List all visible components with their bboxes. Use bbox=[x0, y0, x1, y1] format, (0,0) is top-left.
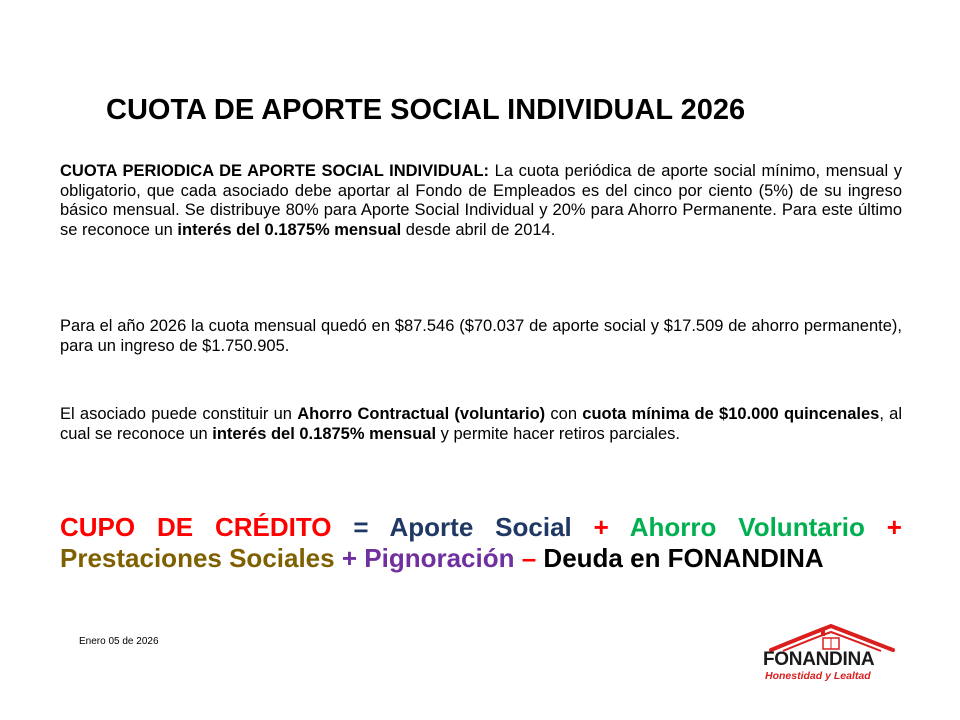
formula-cupo-credito: CUPO DE CRÉDITO bbox=[60, 512, 332, 542]
cuota-periodica-heading: CUOTA PERIODICA DE APORTE SOCIAL INDIVIDUAL: bbox=[60, 162, 490, 180]
formula-deuda-fonandina: Deuda en FONANDINA bbox=[543, 543, 824, 573]
fonandina-logo bbox=[760, 622, 905, 684]
paragraph-ahorro-contractual bbox=[60, 405, 902, 444]
ahorro-contractual-label: Ahorro Contractual (voluntario) bbox=[297, 405, 546, 423]
paragraph-cuota-periodica bbox=[60, 162, 902, 240]
credit-formula bbox=[60, 512, 902, 574]
cuota-periodica-text: La cuota periódica de aporte social mínimo, mensual y obligatorio, que cada asociado debe aportar al Fondo de Empleados es del cinco por ciento (5%) de su ingreso básico mensual. Se distribuye 80% para Aporte Social Individual y 20% para Ahorro Permanente. Para este último se reconoce un bbox=[60, 162, 902, 239]
formula-pignoracion: Pignoración bbox=[364, 543, 515, 573]
cuota-minima-label: cuota mínima de $10.000 quincenales bbox=[582, 405, 880, 423]
cuota-2026-text: Para el año 2026 la cuota mensual quedó en $87.546 ($70.037 de aporte social y $17.509 de ahorro permanente), para un ingreso de $1.750.905. bbox=[60, 317, 902, 355]
formula-prestaciones-sociales: Prestaciones Sociales bbox=[60, 543, 335, 573]
formula-ahorro-voluntario: Ahorro Voluntario bbox=[629, 512, 865, 542]
formula-op-plus-3: + bbox=[334, 543, 365, 573]
ahorro-text-3: , al cual se reconoce un bbox=[60, 405, 902, 443]
interest-rate-text: interés del 0.1875% mensual bbox=[177, 220, 402, 239]
ahorro-text-2: con bbox=[545, 405, 583, 423]
logo-name: FONANDINA bbox=[763, 649, 875, 670]
formula-op-plus-1: + bbox=[571, 512, 630, 542]
formula-op-plus-2: + bbox=[864, 512, 902, 542]
formula-op-equals: = bbox=[331, 512, 390, 542]
ahorro-text-1: El asociado puede constituir un bbox=[60, 405, 298, 423]
ahorro-text-4: y permite hacer retiros parciales. bbox=[436, 424, 680, 443]
page-title: CUOTA DE APORTE SOCIAL INDIVIDUAL 2026 bbox=[106, 94, 746, 126]
cuota-periodica-tail: desde abril de 2014. bbox=[401, 220, 556, 239]
formula-aporte-social: Aporte Social bbox=[389, 512, 572, 542]
footer-date: Enero 05 de 2026 bbox=[79, 636, 159, 647]
logo-slogan: Honestidad y Lealtad bbox=[765, 670, 871, 682]
formula-op-minus: – bbox=[514, 543, 544, 573]
house-roof-icon bbox=[765, 622, 900, 652]
paragraph-cuota-2026 bbox=[60, 317, 902, 356]
ahorro-interest-label: interés del 0.1875% mensual bbox=[212, 424, 437, 443]
